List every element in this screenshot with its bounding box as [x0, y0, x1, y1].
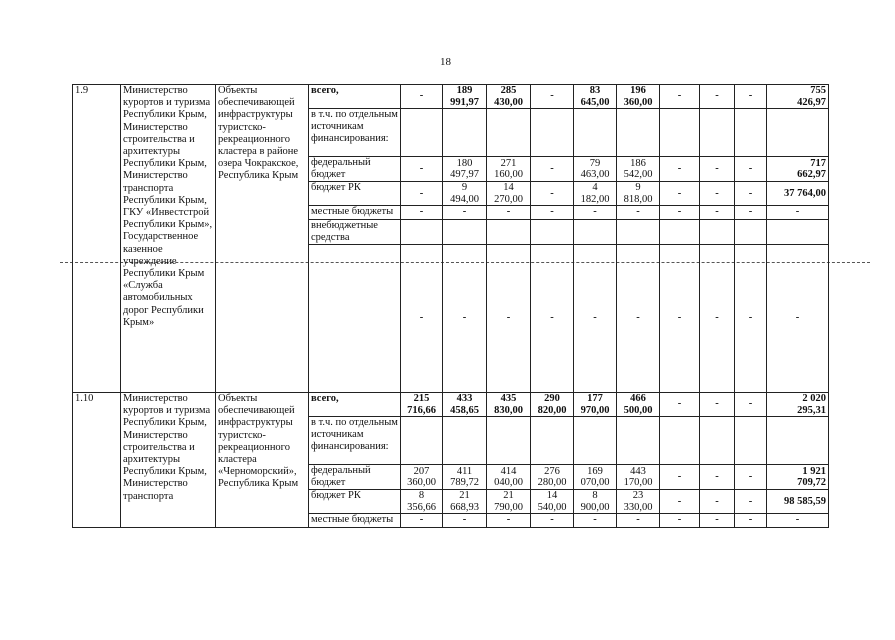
value-cell: -	[700, 490, 735, 514]
value-cell: 435 830,00	[487, 393, 531, 417]
value-cell: 186 542,00	[617, 157, 660, 182]
value-cell: -	[735, 514, 767, 527]
total-cell: -	[767, 245, 829, 393]
value-cell	[735, 109, 767, 157]
value-cell: 14 540,00	[531, 490, 574, 514]
value-cell: 79 463,00	[574, 157, 617, 182]
value-cell: -	[617, 245, 660, 393]
value-cell: -	[735, 182, 767, 206]
value-cell: -	[660, 465, 700, 490]
value-cell	[487, 219, 531, 244]
value-cell	[617, 219, 660, 244]
value-cell: -	[735, 465, 767, 490]
value-cell: 443 170,00	[617, 465, 660, 490]
funding-source: местные бюджеты	[309, 206, 401, 219]
funding-table	[72, 84, 829, 528]
value-cell: -	[735, 245, 767, 393]
value-cell	[531, 109, 574, 157]
value-cell	[531, 417, 574, 465]
value-cell: 21 790,00	[487, 490, 531, 514]
value-cell	[617, 109, 660, 157]
value-cell: -	[574, 245, 617, 393]
value-cell	[401, 417, 443, 465]
total-cell: 98 585,59	[767, 490, 829, 514]
total-cell: -	[767, 206, 829, 219]
funding-source: местные бюджеты	[309, 514, 401, 527]
value-cell	[487, 417, 531, 465]
value-cell: 433 458,65	[443, 393, 487, 417]
value-cell: 8 356,66	[401, 490, 443, 514]
value-cell	[735, 219, 767, 244]
value-cell: -	[700, 245, 735, 393]
value-cell: -	[617, 514, 660, 527]
value-cell	[487, 109, 531, 157]
table-body	[73, 85, 829, 528]
total-cell	[767, 109, 829, 157]
value-cell: 276 280,00	[531, 465, 574, 490]
value-cell: -	[735, 393, 767, 417]
value-cell: 14 270,00	[487, 182, 531, 206]
total-cell: 755 426,97	[767, 85, 829, 109]
funding-source: федеральный бюджет	[309, 465, 401, 490]
value-cell: -	[487, 245, 531, 393]
value-cell: -	[531, 245, 574, 393]
value-cell: 8 900,00	[574, 490, 617, 514]
funding-source: в т.ч. по отдельным источникам финансирования:	[309, 417, 401, 465]
value-cell: -	[700, 206, 735, 219]
value-cell: 466 500,00	[617, 393, 660, 417]
value-cell: 23 330,00	[617, 490, 660, 514]
value-cell: -	[660, 393, 700, 417]
value-cell: -	[660, 182, 700, 206]
value-cell	[574, 219, 617, 244]
value-cell: -	[443, 514, 487, 527]
value-cell: 169 070,00	[574, 465, 617, 490]
value-cell	[443, 109, 487, 157]
table-row	[73, 85, 829, 109]
value-cell	[574, 109, 617, 157]
value-cell: -	[401, 182, 443, 206]
value-cell: -	[531, 157, 574, 182]
total-cell: 37 764,00	[767, 182, 829, 206]
value-cell: -	[700, 182, 735, 206]
value-cell: 271 160,00	[487, 157, 531, 182]
value-cell: -	[487, 514, 531, 527]
value-cell	[700, 417, 735, 465]
value-cell: -	[401, 245, 443, 393]
value-cell: -	[735, 490, 767, 514]
value-cell	[700, 109, 735, 157]
value-cell: -	[660, 490, 700, 514]
value-cell: 189 991,97	[443, 85, 487, 109]
value-cell: 177 970,00	[574, 393, 617, 417]
value-cell: -	[443, 206, 487, 219]
value-cell: -	[660, 206, 700, 219]
funding-source: в т.ч. по отдельным источникам финансирования:	[309, 109, 401, 157]
value-cell: -	[531, 182, 574, 206]
value-cell: -	[735, 206, 767, 219]
value-cell: 83 645,00	[574, 85, 617, 109]
value-cell	[735, 417, 767, 465]
value-cell: -	[531, 206, 574, 219]
funding-source: бюджет РК	[309, 490, 401, 514]
value-cell: 290 820,00	[531, 393, 574, 417]
value-cell	[660, 417, 700, 465]
value-cell	[660, 109, 700, 157]
value-cell	[443, 219, 487, 244]
value-cell: -	[660, 245, 700, 393]
value-cell: -	[531, 514, 574, 527]
funding-source: бюджет РК	[309, 182, 401, 206]
value-cell: -	[660, 157, 700, 182]
total-cell: 2 020 295,31	[767, 393, 829, 417]
value-cell: 4 182,00	[574, 182, 617, 206]
object-cell: Объекты обеспечивающей инфраструктуры туристско-рекреационного кластера в районе озера Чокракское, Республика Крым	[216, 85, 309, 393]
value-cell	[574, 417, 617, 465]
value-cell: -	[443, 245, 487, 393]
value-cell: -	[401, 157, 443, 182]
value-cell: 196 360,00	[617, 85, 660, 109]
value-cell	[700, 219, 735, 244]
value-cell: -	[700, 85, 735, 109]
funding-source	[309, 245, 401, 393]
value-cell: -	[574, 514, 617, 527]
value-cell: -	[700, 157, 735, 182]
funding-source: всего,	[309, 393, 401, 417]
value-cell	[617, 417, 660, 465]
value-cell: 411 789,72	[443, 465, 487, 490]
value-cell: -	[617, 206, 660, 219]
value-cell: -	[401, 85, 443, 109]
value-cell: 9 494,00	[443, 182, 487, 206]
value-cell: 21 668,93	[443, 490, 487, 514]
value-cell: -	[700, 465, 735, 490]
total-cell: 717 662,97	[767, 157, 829, 182]
funding-source: внебюджетные средства	[309, 219, 401, 244]
value-cell: 414 040,00	[487, 465, 531, 490]
value-cell: 207 360,00	[401, 465, 443, 490]
funding-source: всего,	[309, 85, 401, 109]
value-cell	[531, 219, 574, 244]
value-cell: 9 818,00	[617, 182, 660, 206]
value-cell: 215 716,66	[401, 393, 443, 417]
value-cell	[401, 219, 443, 244]
value-cell: -	[735, 157, 767, 182]
value-cell: 180 497,97	[443, 157, 487, 182]
value-cell	[401, 109, 443, 157]
row-number: 1.9	[73, 85, 121, 393]
value-cell: -	[531, 85, 574, 109]
total-cell	[767, 417, 829, 465]
value-cell: -	[700, 393, 735, 417]
value-cell: -	[401, 206, 443, 219]
value-cell	[660, 219, 700, 244]
value-cell: -	[401, 514, 443, 527]
value-cell: -	[487, 206, 531, 219]
total-cell: 1 921 709,72	[767, 465, 829, 490]
value-cell: -	[735, 85, 767, 109]
value-cell	[443, 417, 487, 465]
funding-source: федеральный бюджет	[309, 157, 401, 182]
value-cell: 285 430,00	[487, 85, 531, 109]
page-number: 18	[440, 56, 451, 68]
executor-cell: Министерство курортов и туризма Республики Крым, Министерство строительства и архитектуры Республики Крым, Министерство транспорта	[121, 393, 216, 528]
total-cell	[767, 219, 829, 244]
total-cell: -	[767, 514, 829, 527]
executor-cell: Министерство курортов и туризма Республики Крым, Министерство строительства и архитектуры Республики Крым, Министерство транспорта Республики Крым, ГКУ «Инвестстрой Республики Крым», Государственное казенное учреждение Республики Крым «Служба автомобильных дорог Республики Крым»	[121, 85, 216, 393]
value-cell: -	[700, 514, 735, 527]
value-cell: -	[574, 206, 617, 219]
table-row	[73, 393, 829, 417]
value-cell: -	[660, 514, 700, 527]
row-number: 1.10	[73, 393, 121, 528]
value-cell: -	[660, 85, 700, 109]
object-cell: Объекты обеспечивающей инфраструктуры туристско-рекреационного кластера «Черноморский», Республика Крым	[216, 393, 309, 528]
